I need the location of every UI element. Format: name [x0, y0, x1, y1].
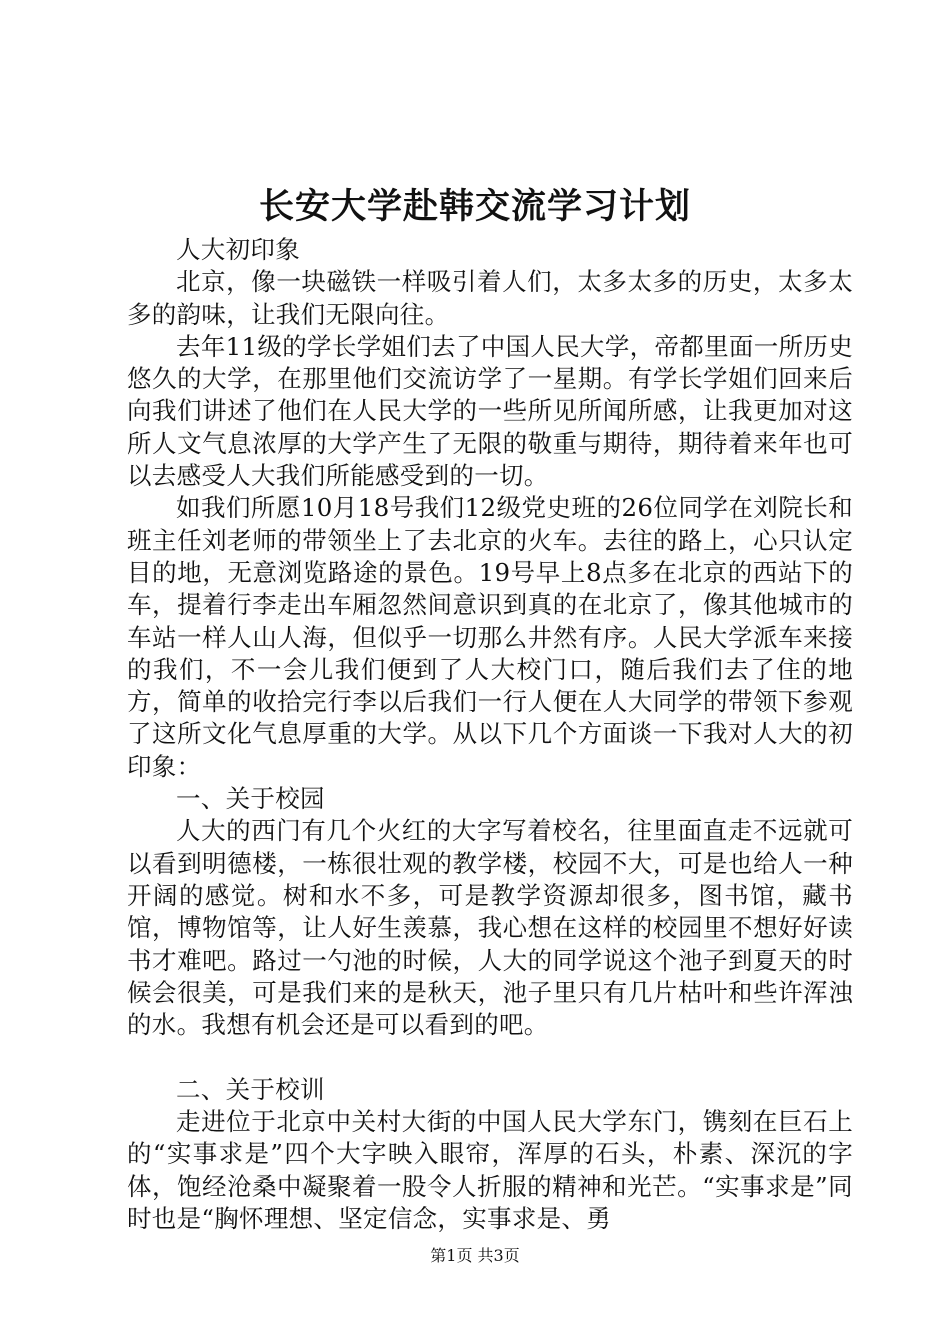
- body-paragraph: 北京，像一块磁铁一样吸引着人们，太多太多的历史，太多太多的韵味，让我们无限向往。: [127, 267, 853, 329]
- body-paragraph: 如我们所愿10月18号我们12级党史班的26位同学在刘院长和班主任刘老师的带领坐上了去北京的火车。去往的路上，心只认定目的地，无意浏览路途的景色。19号早上8点多在北京的西站下的车，提着行李走出车厢忽然间意识到真的在北京了，像其他城市的车站一样人山人海，但似乎一切那么井然有序。人民大学派车来接的我们，不一会儿我们便到了人大校门口，随后我们去了住的地方，简单的收拾完行李以后我们一行人便在人大同学的带领下参观了这所文化气息厚重的大学。从以下几个方面谈一下我对人大的初印象：: [127, 493, 853, 781]
- document-body: [127, 234, 853, 1235]
- body-paragraph: 人大的西门有几个火红的大字写着校名，往里面直走不远就可以看到明德楼，一栋很壮观的教学楼，校园不大，可是也给人一种开阔的感觉。树和水不多，可是教学资源却很多，图书馆，藏书馆，博物馆等，让人好生羡慕，我心想在这样的校园里不想好好读书才难吧。路过一勺池的时候，人大的同学说这个池子到夏天的时候会很美，可是我们来的是秋天，池子里只有几片枯叶和些许浑浊的水。我想有机会还是可以看到的吧。: [127, 816, 853, 1040]
- page-footer: 第1页 共3页: [430, 1246, 520, 1265]
- paragraph-spacer: [127, 1041, 853, 1073]
- body-paragraph: 走进位于北京中关村大街的中国人民大学东门，镌刻在巨石上的“实事求是”四个大字映入眼帘，浑厚的石头，朴素、深沉的字体，饱经沧桑中凝聚着一股令人折服的精神和光芒。“实事求是”同时也是“胸怀理想、坚定信念，实事求是、勇: [127, 1107, 853, 1233]
- body-paragraph: 去年11级的学长学姐们去了中国人民大学，帝都里面一所历史悠久的大学，在那里他们交流访学了一星期。有学长学姐们回来后向我们讲述了他们在人民大学的一些所见所闻所感，让我更加对这所人文气息浓厚的大学产生了无限的敬重与期待，期待着来年也可以去感受人大我们所能感受到的一切。: [127, 331, 853, 491]
- section-heading: 人大初印象: [176, 235, 300, 264]
- section-heading: 一、关于校园: [176, 784, 325, 814]
- document-title: 长安大学赴韩交流学习计划: [258, 186, 691, 227]
- section-heading: 二、关于校训: [176, 1074, 325, 1104]
